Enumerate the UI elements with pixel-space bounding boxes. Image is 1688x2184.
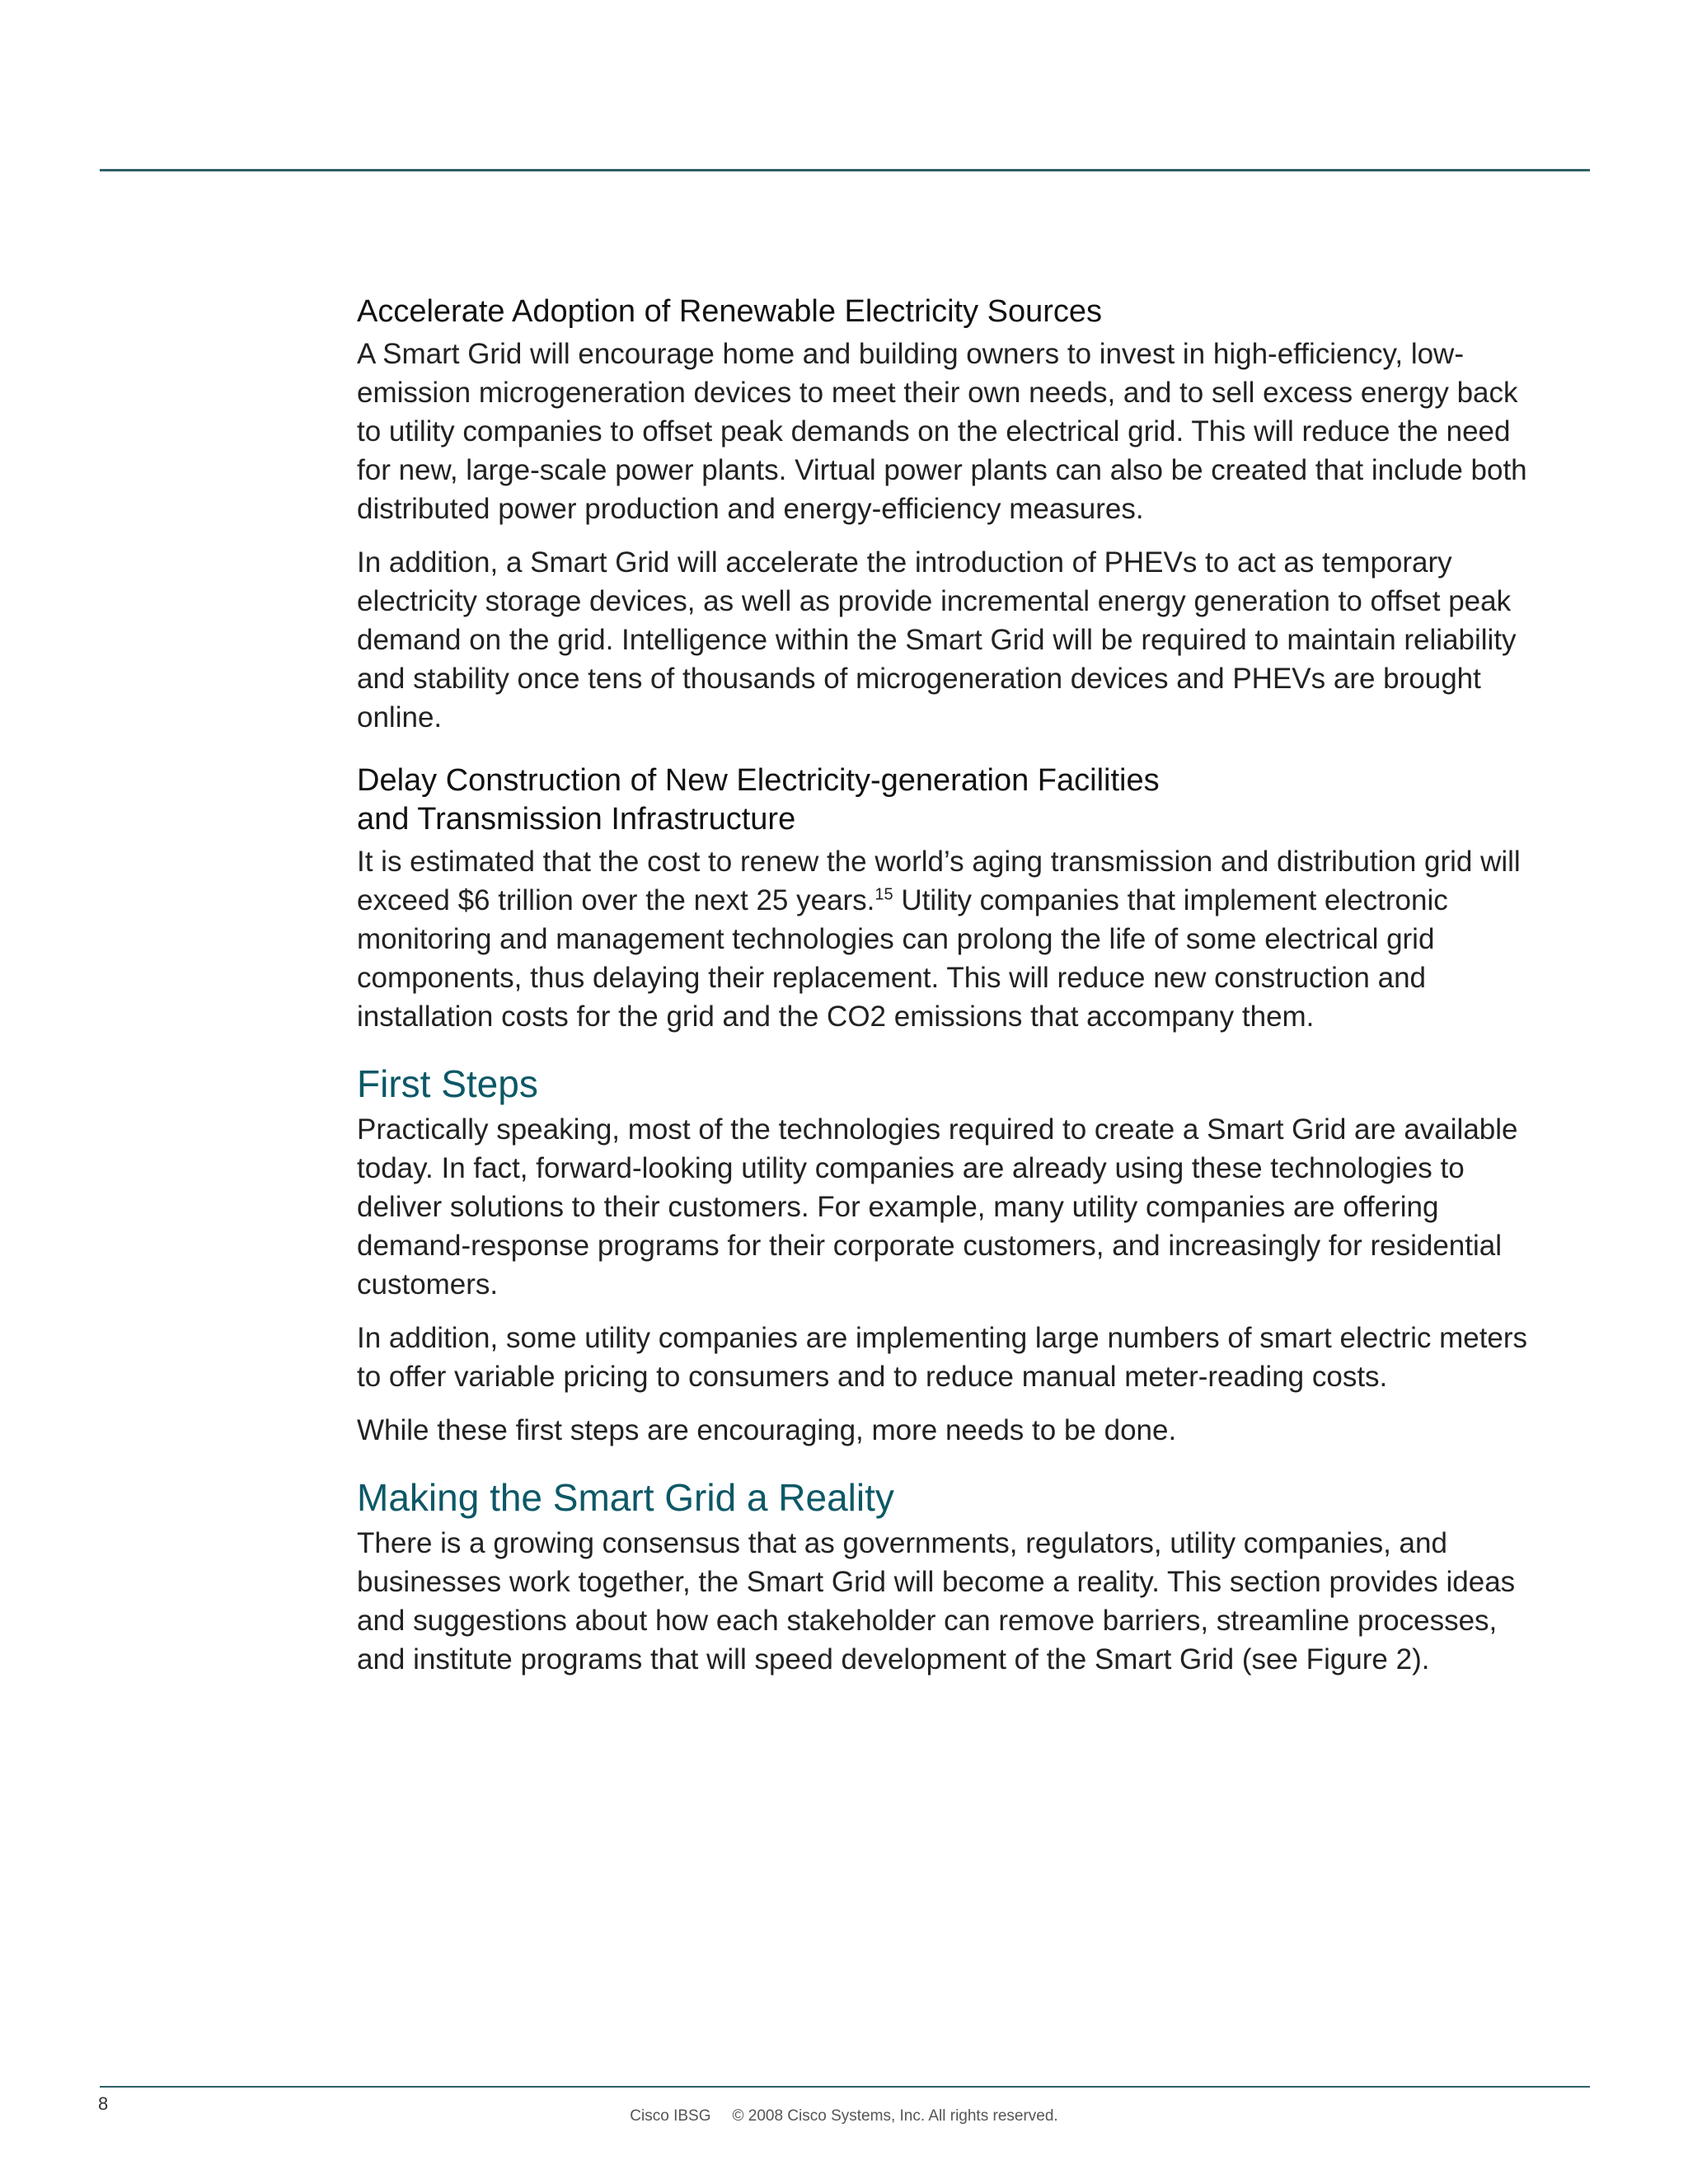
delay-text-after-footnote: Utility companies that implement electronic monitoring and management technologies can prolong the life of some electrical grid components, thus delaying their replacement. This will reduce new construction and installation costs for the grid and the CO2 emissions that accompany them.: [357, 884, 1448, 1033]
renewable-paragraph-1: A Smart Grid will encourage home and building owners to invest in high-efficiency, low-emission microgeneration devices to meet their own needs, and to sell excess energy back to utility companies to offset peak demands on the electrical grid. This will reduce the need for new, large-scale power plants. Virtual power plants can also be created that include both distributed power production and energy-efficiency measures.: [357, 338, 1527, 525]
header-rule: [100, 169, 1590, 171]
delay-heading-line-1: Delay Construction of New Electricity-generation Facilities: [357, 763, 1160, 798]
delay-heading: [357, 762, 1544, 839]
footer-rule: [100, 2086, 1590, 2088]
renewable-heading: Accelerate Adoption of Renewable Electricity Sources: [357, 294, 1103, 329]
delay-heading-line-2: and Transmission Infrastructure: [357, 802, 796, 837]
footer-org: Cisco IBSG: [630, 2107, 711, 2125]
footer: [0, 2107, 1688, 2125]
page-number: 8: [98, 2093, 109, 2114]
first-steps-paragraph-3: While these first steps are encouraging, more needs to be done.: [357, 1414, 1177, 1446]
first-steps-paragraph-1: Practically speaking, most of the technologies required to create a Smart Grid are available today. In fact, forward-looking utility companies are already using these technologies to deliver solutions to their customers. For example, many utility companies are offering demand-response programs for their corporate customers, and increasingly for residential customers.: [357, 1113, 1518, 1301]
delay-paragraph-1: [357, 842, 1544, 1036]
footnote-reference[interactable]: 15: [874, 885, 893, 904]
renewable-paragraph-2: In addition, a Smart Grid will accelerate the introduction of PHEVs to act as temporary electricity storage devices, as well as provide incremental energy generation to offset peak demand on the grid. Intelligence within the Smart Grid will be required to maintain reliability and stability once tens of thousands of microgeneration devices and PHEVs are brought online.: [357, 546, 1517, 733]
footer-copyright: © 2008 Cisco Systems, Inc. All rights reserved.: [732, 2107, 1058, 2125]
delay-text-before-footnote: It is estimated that the cost to renew the world’s aging transmission and distribution grid will exceed $6 trillion over the next 25 years.: [357, 846, 1521, 916]
first-steps-title: First Steps: [357, 1062, 538, 1105]
reality-paragraph-1: There is a growing consensus that as governments, regulators, utility companies, and businesses work together, the Smart Grid will become a reality. This section provides ideas and suggestions about how each stakeholder can remove barriers, streamline processes, and institute programs that will speed development of the Smart Grid (see Figure 2).: [357, 1527, 1516, 1675]
page-content: [357, 293, 1544, 1694]
first-steps-paragraph-2: In addition, some utility companies are implementing large numbers of smart electric meters to offer variable pricing to consumers and to reduce manual meter-reading costs.: [357, 1322, 1528, 1393]
reality-title: Making the Smart Grid a Reality: [357, 1476, 894, 1519]
